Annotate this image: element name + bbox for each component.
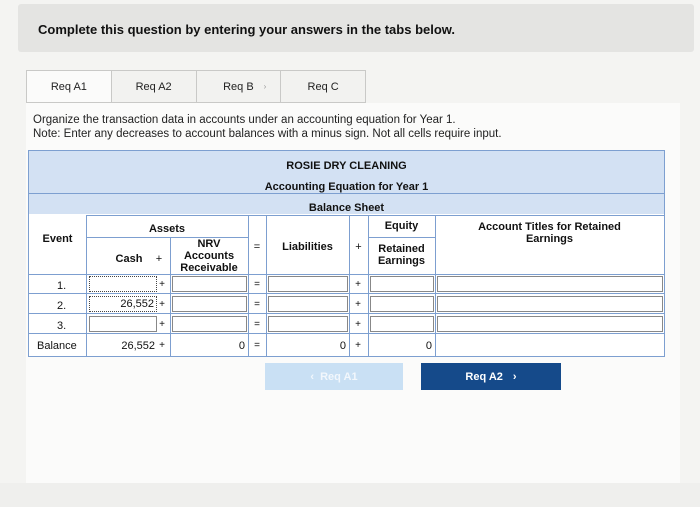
row-2-retained-input[interactable]: [370, 296, 434, 312]
row-3-equals: =: [254, 319, 260, 330]
instructions-note: Note: Enter any decreases to account balances with a minus sign. Not all cells require input.: [33, 128, 502, 140]
row-2-nrv-input[interactable]: [172, 296, 247, 312]
row-2-title-select[interactable]: [437, 296, 663, 312]
row-3-cash-input[interactable]: [89, 316, 157, 332]
row-1-equals: =: [254, 279, 260, 290]
row-2-plus: +: [159, 299, 165, 310]
accounting-equation-table: [28, 150, 665, 357]
event-2-label: 2.: [57, 300, 67, 312]
row-3-plus-2: +: [355, 319, 361, 330]
row-2-liabilities-input[interactable]: [268, 296, 348, 312]
balance-plus-2: +: [355, 340, 361, 351]
tab-req-b[interactable]: Req B ›: [196, 70, 281, 103]
row-2-plus-2: +: [355, 299, 361, 310]
row-2-equals: =: [254, 299, 260, 310]
row-3-retained-input[interactable]: [370, 316, 434, 332]
liabilities-header: Liabilities: [282, 241, 333, 253]
row-2-cash-input[interactable]: 26,552: [89, 296, 157, 312]
balance-retained-value: 0: [425, 340, 432, 352]
chevron-left-icon: ‹: [310, 370, 315, 383]
requirement-tabs: [26, 70, 366, 103]
prev-req-a1-button[interactable]: ‹ Req A1: [265, 363, 403, 390]
balance-label: Balance: [37, 340, 77, 352]
table-title: Accounting Equation for Year 1: [264, 181, 429, 193]
nrv-header: NRV Accounts Receivable: [180, 238, 238, 274]
cash-header: Cash: [115, 253, 143, 265]
chevron-right-icon: ›: [512, 370, 517, 383]
event-1-label: 1.: [57, 280, 67, 292]
instructions: [33, 113, 502, 141]
plus-sign: +: [155, 253, 163, 265]
instruction-banner: [18, 4, 694, 52]
balance-liabilities-value: 0: [339, 340, 346, 352]
instructions-line-1: Organize the transaction data in accounts under an accounting equation for Year 1.: [33, 114, 456, 126]
account-titles-header: Account Titles for Retained Earnings: [478, 221, 621, 245]
table-subtitle: Balance Sheet: [308, 202, 385, 214]
row-3-title-select[interactable]: [437, 316, 663, 332]
row-1-plus-2: +: [355, 279, 361, 290]
next-req-a2-button[interactable]: Req A2 ›: [421, 363, 561, 390]
bottom-strip: [0, 483, 700, 507]
tab-req-c[interactable]: Req C: [280, 70, 366, 103]
tab-req-a1[interactable]: Req A1: [26, 70, 111, 103]
tab-req-a2[interactable]: Req A2: [111, 70, 196, 103]
tab-arrow-icon: ›: [263, 82, 267, 91]
table-header-band: [29, 151, 664, 214]
row-3-plus: +: [159, 319, 165, 330]
assets-header: Assets: [148, 223, 186, 235]
equals-sign: =: [253, 241, 261, 253]
balance-plus: +: [159, 340, 165, 351]
company-name: ROSIE DRY CLEANING: [286, 160, 407, 172]
row-3-liabilities-input[interactable]: [268, 316, 348, 332]
row-1-nrv-input[interactable]: [172, 276, 247, 292]
plus-sign-2: +: [355, 241, 362, 253]
row-1-plus: +: [159, 279, 165, 290]
event-3-label: 3.: [57, 320, 67, 332]
equity-header: Equity: [384, 220, 419, 232]
row-1-title-select[interactable]: [437, 276, 663, 292]
row-1-retained-input[interactable]: [370, 276, 434, 292]
balance-nrv-value: 0: [238, 340, 245, 352]
row-1-liabilities-input[interactable]: [268, 276, 348, 292]
retained-earnings-header: Retained Earnings: [377, 243, 426, 267]
row-1-cash-input[interactable]: [89, 276, 157, 292]
row-3-nrv-input[interactable]: [172, 316, 247, 332]
balance-cash-value: 26,552: [121, 340, 155, 352]
banner-text: Complete this question by entering your answers in the tabs below.: [38, 22, 456, 37]
event-header: Event: [42, 233, 73, 245]
balance-equals: =: [254, 340, 260, 351]
